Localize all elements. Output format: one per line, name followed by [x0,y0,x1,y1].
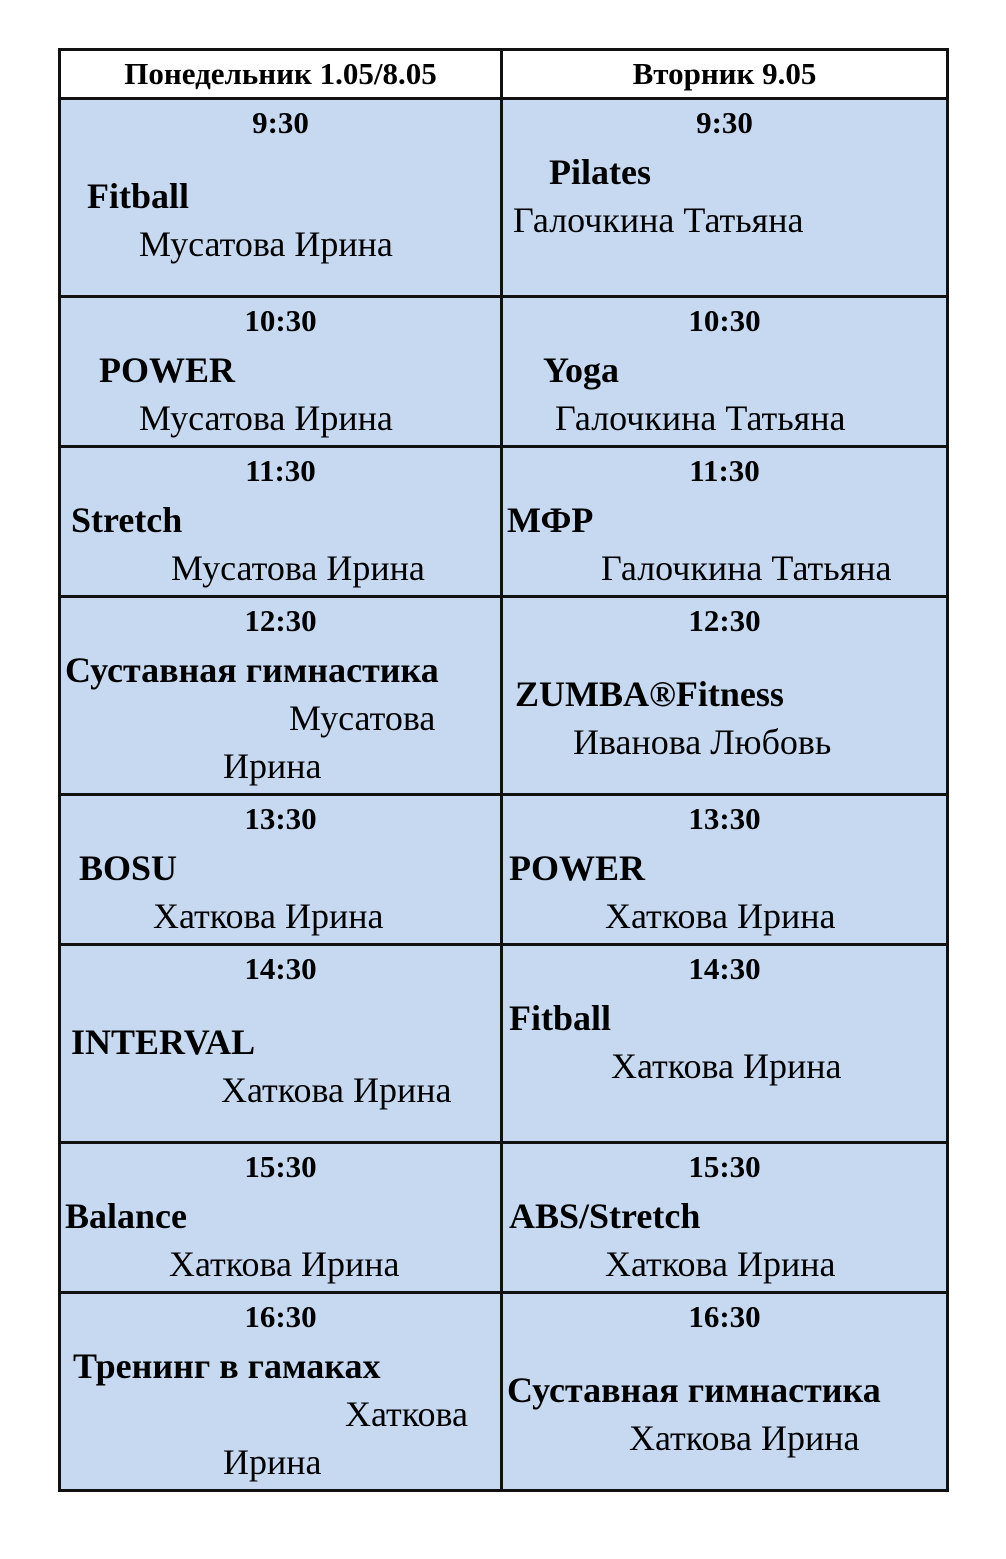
trainer-name: Мусатова Ирина [139,398,393,438]
trainer-name-line1: Мусатова [289,698,436,738]
trainer-name: Хаткова Ирина [221,1070,452,1110]
trainer-name-line1: Хаткова [345,1394,468,1434]
monday-slot [60,447,502,597]
slot-time: 9:30 [696,105,753,140]
slot-time: 16:30 [244,1299,317,1334]
class-name: МФР [507,500,594,540]
slot-time: 15:30 [244,1149,317,1184]
monday-slot [60,1293,502,1491]
tuesday-slot [502,99,948,297]
trainer-name: Хаткова Ирина [629,1418,860,1458]
class-name: Stretch [71,500,183,540]
trainer-name-line2: Ирина [223,1442,322,1482]
monday-slot [60,99,502,297]
schedule-row [60,99,948,297]
monday-slot [60,597,502,795]
tuesday-slot [502,597,948,795]
slot-time: 11:30 [689,453,760,488]
class-name: Pilates [549,152,651,192]
class-name: Balance [65,1196,187,1236]
trainer-name: Мусатова Ирина [171,548,425,588]
tuesday-slot [502,1293,948,1491]
schedule-row [60,945,948,1143]
trainer-name: Хаткова Ирина [605,1244,836,1284]
trainer-name: Галочкина Татьяна [601,548,892,588]
trainer-name: Хаткова Ирина [169,1244,400,1284]
schedule-row [60,297,948,447]
slot-time: 15:30 [688,1149,761,1184]
monday-slot [60,1143,502,1293]
slot-time: 13:30 [244,801,317,836]
class-name: INTERVAL [71,1022,256,1062]
monday-header: Понедельник 1.05/8.05 [60,50,502,99]
trainer-name: Мусатова Ирина [139,224,393,264]
class-name: ZUMBA®Fitness [515,674,784,714]
slot-time: 10:30 [688,303,761,338]
trainer-name: Галочкина Татьяна [555,398,846,438]
slot-time: 9:30 [252,105,309,140]
schedule-row [60,447,948,597]
schedule-table [58,48,949,1492]
trainer-name: Иванова Любовь [573,722,832,762]
class-name: Yoga [543,350,620,390]
class-name: Fitball [509,998,612,1038]
schedule-row [60,795,948,945]
schedule-row [60,597,948,795]
monday-slot [60,795,502,945]
trainer-name: Хаткова Ирина [611,1046,842,1086]
monday-slot [60,945,502,1143]
tuesday-slot [502,447,948,597]
trainer-name: Хаткова Ирина [153,896,384,936]
tuesday-slot [502,297,948,447]
class-name: Тренинг в гамаках [73,1346,381,1386]
class-name: BOSU [79,848,178,888]
tuesday-header: Вторник 9.05 [502,50,948,99]
class-name: Суставная гимнастика [507,1370,881,1410]
class-name: POWER [509,848,646,888]
slot-time: 14:30 [244,951,317,986]
tuesday-slot [502,945,948,1143]
tuesday-slot [502,1143,948,1293]
slot-time: 12:30 [688,603,761,638]
trainer-name-line2: Ирина [223,746,322,786]
header-row [60,50,948,99]
slot-time: 16:30 [688,1299,761,1334]
slot-time: 10:30 [244,303,317,338]
schedule-row [60,1143,948,1293]
trainer-name: Хаткова Ирина [605,896,836,936]
class-name: Суставная гимнастика [65,650,439,690]
slot-time: 11:30 [245,453,316,488]
slot-time: 14:30 [688,951,761,986]
tuesday-slot [502,795,948,945]
class-name: ABS/Stretch [509,1196,701,1236]
slot-time: 12:30 [244,603,317,638]
trainer-name: Галочкина Татьяна [513,200,804,240]
schedule-row [60,1293,948,1491]
monday-slot [60,297,502,447]
class-name: POWER [99,350,236,390]
slot-time: 13:30 [688,801,761,836]
class-name: Fitball [87,176,190,216]
